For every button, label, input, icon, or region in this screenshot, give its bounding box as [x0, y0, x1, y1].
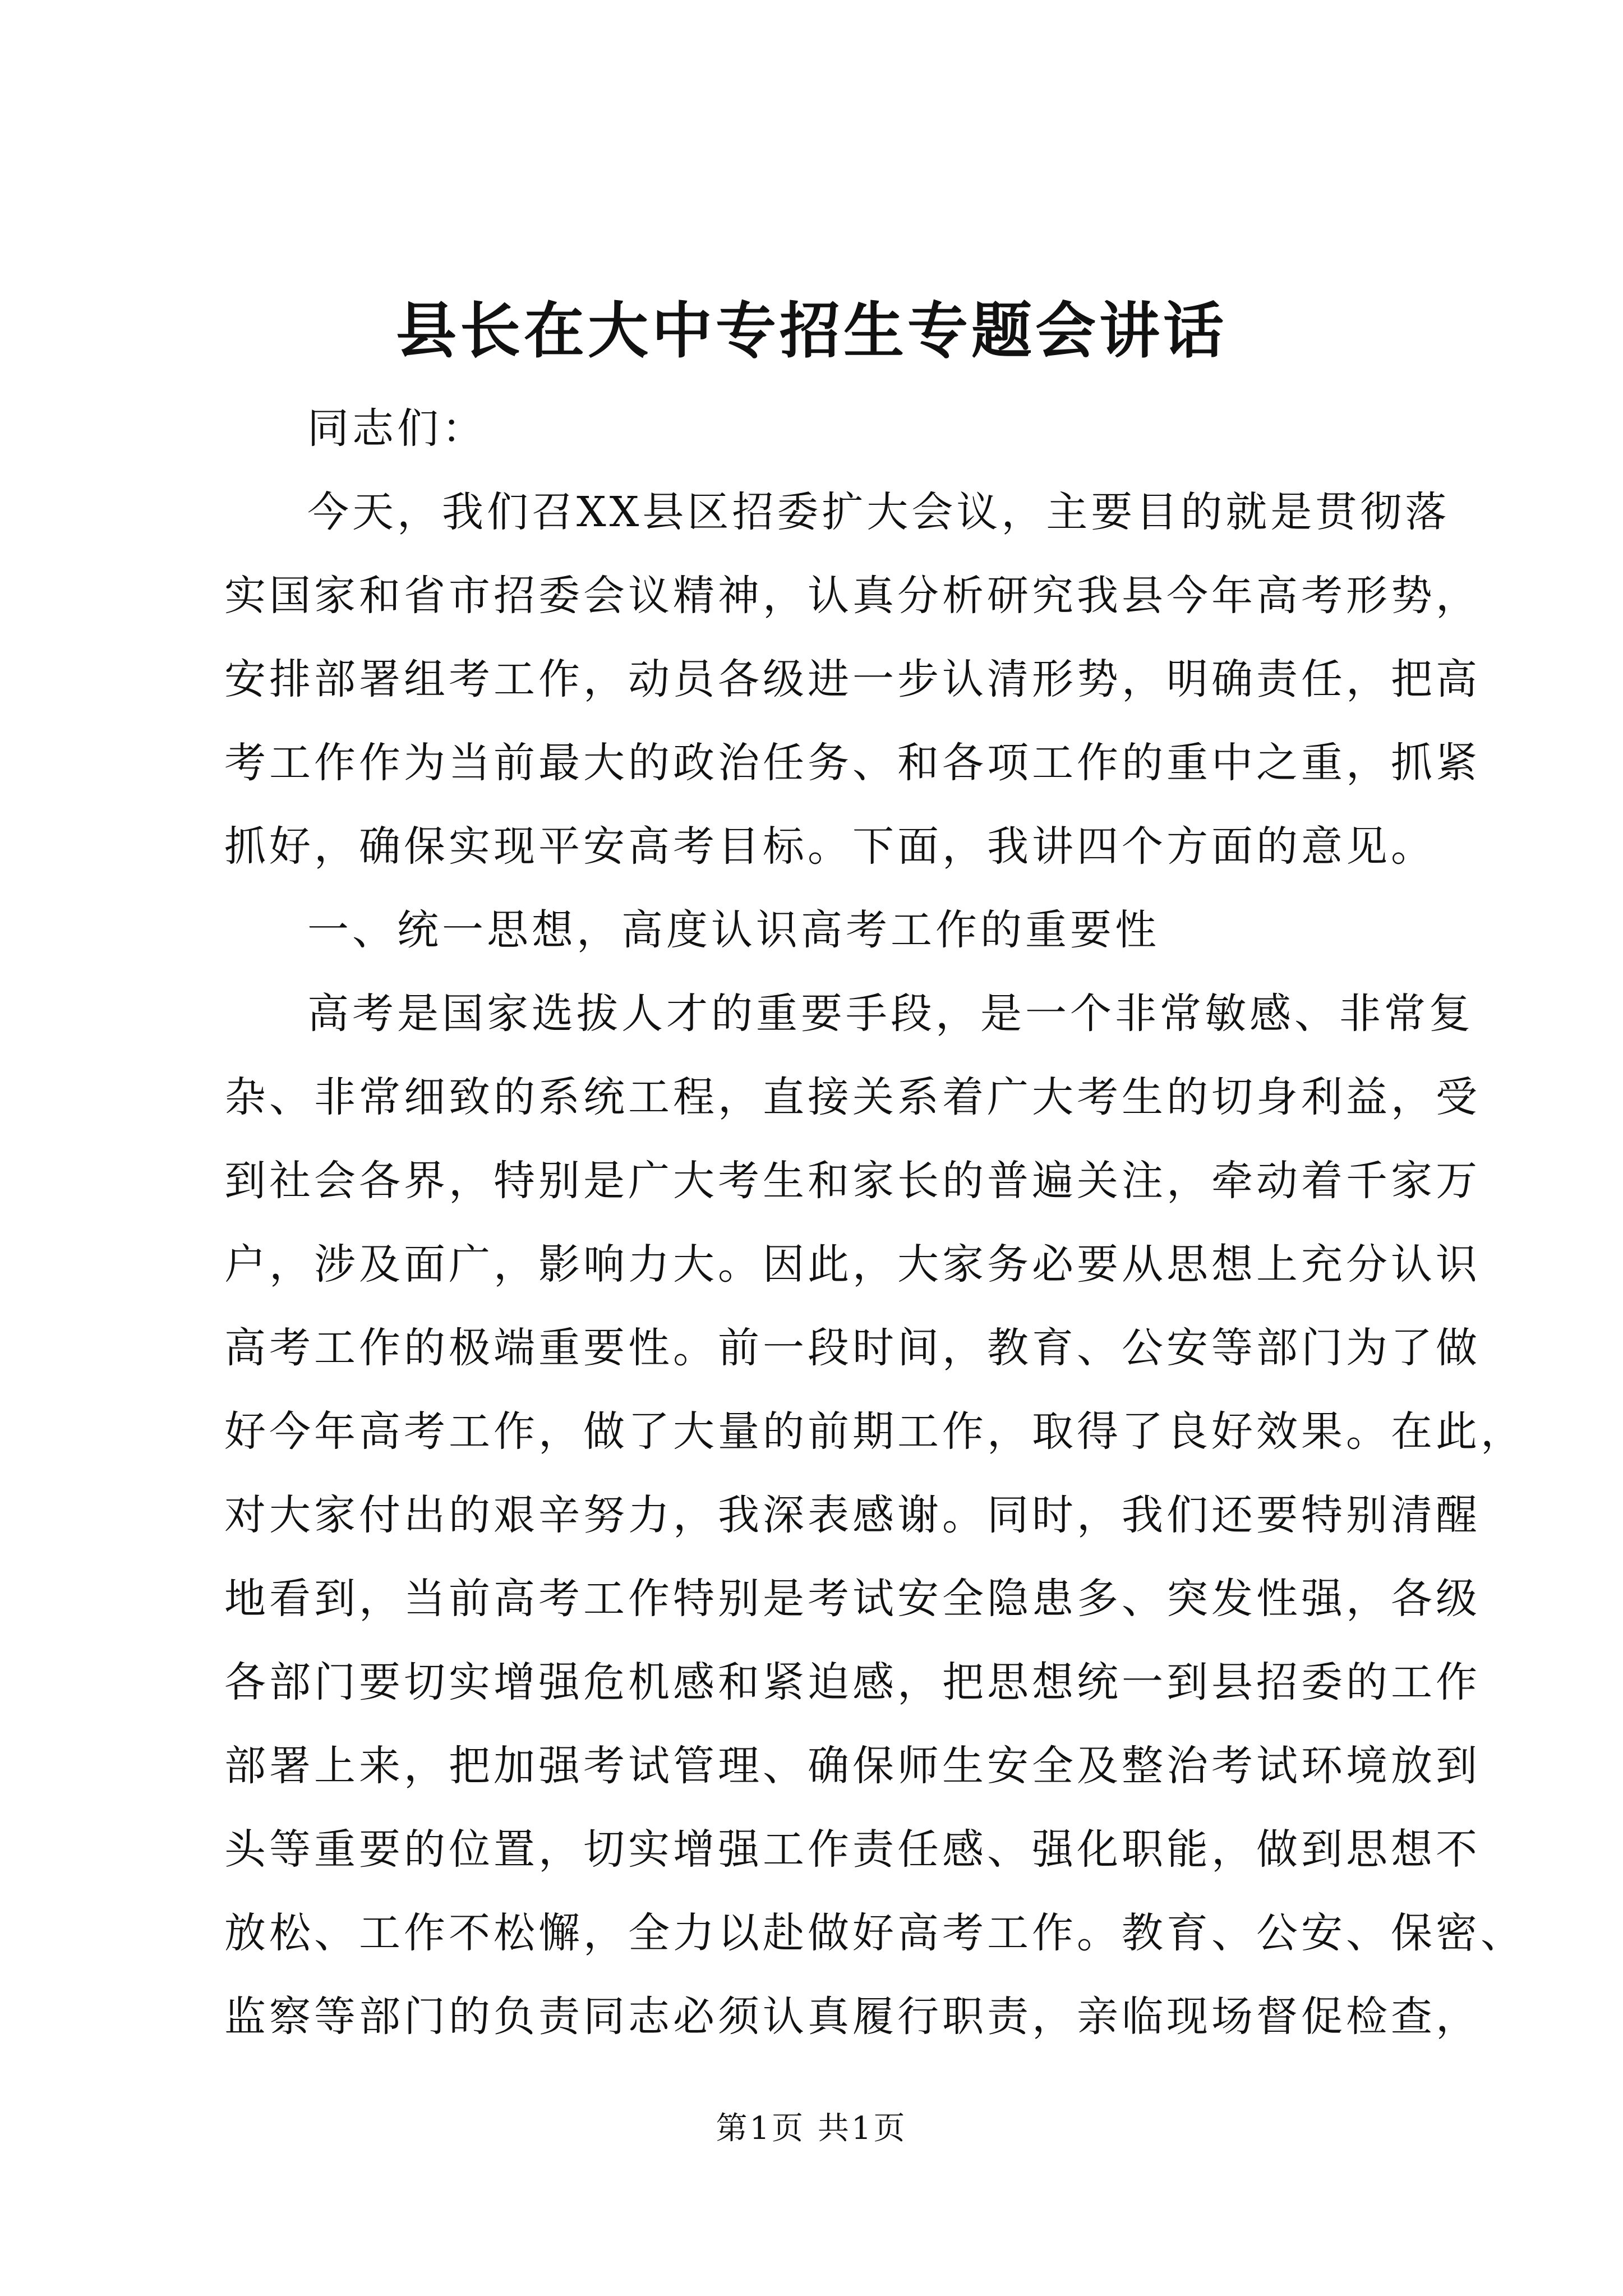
page-number-footer: 第1页 共1页 [716, 2110, 907, 2147]
paragraph-line: 安排部署组考工作，动员各级进一步认清形势，明确责任，把高 [224, 655, 1481, 703]
paragraph-line: 高考是国家选拔人才的重要手段，是一个非常敏感、非常复 [307, 990, 1474, 1038]
paragraph-line: 好今年高考工作，做了大量的前期工作，取得了良好效果。在此， [224, 1407, 1525, 1456]
paragraph-line: 监察等部门的负责同志必须认真履行职责，亲临现场督促检查， [224, 1993, 1481, 2041]
paragraph-line: 高考工作的极端重要性。前一段时间，教育、公安等部门为了做 [224, 1324, 1481, 1372]
paragraph-line: 到社会各界，特别是广大考生和家长的普遍关注，牵动着千家万 [224, 1157, 1481, 1205]
paragraph-line: 今天，我们召XX县区招委扩大会议，主要目的就是贯彻落 [307, 488, 1450, 536]
paragraph-line: 抓好，确保实现平安高考目标。下面，我讲四个方面的意见。 [224, 822, 1436, 871]
paragraph-line: 对大家付出的艰辛努力，我深表感谢。同时，我们还要特别清醒 [224, 1491, 1481, 1539]
paragraph-line: 头等重要的位置，切实增强工作责任感、强化职能，做到思想不 [224, 1825, 1481, 1874]
section-heading: 一、统一思想，高度认识高考工作的重要性 [307, 906, 1160, 954]
paragraph-line: 实国家和省市招委会议精神，认真分析研究我县今年高考形势， [224, 572, 1481, 620]
paragraph-line: 地看到，当前高考工作特别是考试安全隐患多、突发性强，各级 [224, 1575, 1481, 1623]
paragraph-line: 放松、工作不松懈，全力以赴做好高考工作。教育、公安、保密、 [224, 1909, 1525, 1957]
paragraph-line: 杂、非常细致的系统工程，直接关系着广大考生的切身利益，受 [224, 1073, 1481, 1121]
paragraph-line: 部署上来，把加强考试管理、确保师生安全及整治考试环境放到 [224, 1742, 1481, 1790]
paragraph-line: 考工作作为当前最大的政治任务、和各项工作的重中之重，抓紧 [224, 739, 1481, 787]
document-body [224, 387, 1525, 2059]
document-title: 县长在大中专招生专题会讲话 [395, 296, 1227, 366]
paragraph-line: 户，涉及面广，影响力大。因此，大家务必要从思想上充分认识 [224, 1240, 1481, 1289]
paragraph-line: 各部门要切实增强危机感和紧迫感，把思想统一到县招委的工作 [224, 1658, 1481, 1706]
salutation-line: 同志们： [307, 404, 487, 453]
